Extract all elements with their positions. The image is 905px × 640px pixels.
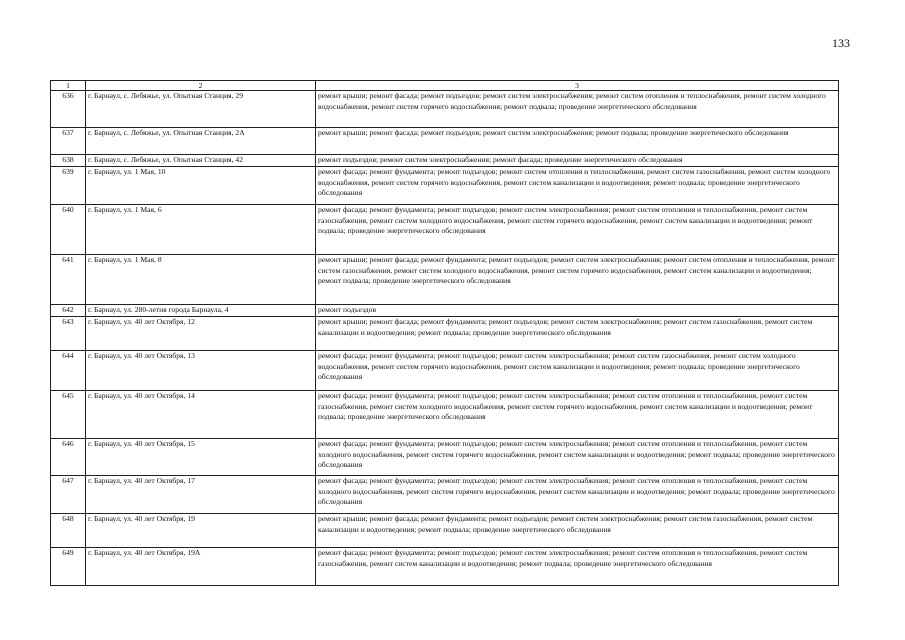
row-works: ремонт фасада; ремонт фундамента; ремонт подъездов; ремонт систем отопления и теплоснабжения, ремонт систем газоснабжения, ремонт систем холодного водоснабжения, ремонт систем горячего водоснабжения, ремонт систем канализации и водоотведения; ремонт подвала; проведение энергетического обследования <box>316 167 839 205</box>
row-address: г. Барнаул, ул. 40 лет Октября, 19А <box>86 548 316 586</box>
page-number: 133 <box>832 36 850 50</box>
row-number: 649 <box>51 548 86 586</box>
row-works: ремонт фасада; ремонт фундамента; ремонт подъездов; ремонт систем электроснабжения; ремонт систем отопления и теплоснабжения, ремонт систем холодного водоснабжения, ремонт систем горячего водоснабжения, ремонт систем канализации и водоотведения; ремонт подвала; проведение энергетического обследования <box>316 439 839 476</box>
table-row <box>51 205 839 255</box>
row-address: г. Барнаул, ул. 40 лет Октября, 19 <box>86 514 316 548</box>
row-address: г. Барнаул, ул. 1 Мая, 10 <box>86 167 316 205</box>
row-number: 643 <box>51 317 86 351</box>
row-address: г. Барнаул, ул. 40 лет Октября, 12 <box>86 317 316 351</box>
row-works: ремонт крыши; ремонт фасада; ремонт фундамента; ремонт подъездов; ремонт систем электроснабжения; ремонт систем отопления и теплоснабжения, ремонт систем газоснабжения, ремонт систем холодного водоснабжения, ремонт систем горячего водоснабжения, ремонт систем канализации и водоотведения; ремонт подвала; проведение энергетического обследования <box>316 255 839 305</box>
table-row <box>51 548 839 586</box>
row-address: г. Барнаул, ул. 1 Мая, 6 <box>86 205 316 255</box>
row-address: г. Барнаул, ул. 40 лет Октября, 13 <box>86 351 316 391</box>
row-number: 640 <box>51 205 86 255</box>
row-works: ремонт крыши; ремонт фасада; ремонт фундамента; ремонт подъездов; ремонт систем электроснабжения; ремонт систем газоснабжения, ремонт систем канализации и водоотведения; ремонт подвала; проведение энергетического обследования <box>316 514 839 548</box>
row-works: ремонт фасада; ремонт фундамента; ремонт подъездов; ремонт систем электроснабжения; ремонт систем отопления и теплоснабжения, ремонт систем газоснабжения, ремонт систем холодного водоснабжения, ремонт систем горячего водоснабжения, ремонт систем канализации и водоотведения; ремонт подвала; проведение энергетического обследования <box>316 205 839 255</box>
row-number: 647 <box>51 476 86 514</box>
row-address: г. Барнаул, ул. 280-летия города Барнаула, 4 <box>86 305 316 317</box>
row-number: 646 <box>51 439 86 476</box>
table-row <box>51 167 839 205</box>
table-row <box>51 351 839 391</box>
column-header-number: 1 <box>51 81 86 91</box>
table-row <box>51 155 839 167</box>
row-number: 642 <box>51 305 86 317</box>
table-row <box>51 514 839 548</box>
row-works: ремонт крыши; ремонт фасада; ремонт фундамента; ремонт подъездов; ремонт систем электроснабжения; ремонт систем газоснабжения, ремонт систем канализации и водоотведения; ремонт подвала; проведение энергетического обследования <box>316 317 839 351</box>
row-works: ремонт фасада; ремонт фундамента; ремонт подъездов; ремонт систем электроснабжения; ремонт систем отопления и теплоснабжения, ремонт систем газоснабжения, ремонт систем холодного водоснабжения, ремонт систем горячего водоснабжения, ремонт систем канализации и водоотведения; ремонт подвала; проведение энергетического обследования <box>316 391 839 439</box>
row-address: г. Барнаул, с. Лебяжье, ул. Опытная Станция, 2А <box>86 128 316 155</box>
table-row <box>51 476 839 514</box>
row-address: г. Барнаул, ул. 40 лет Октября, 14 <box>86 391 316 439</box>
row-number: 637 <box>51 128 86 155</box>
row-number: 636 <box>51 91 86 128</box>
row-number: 644 <box>51 351 86 391</box>
row-address: г. Барнаул, ул. 1 Мая, 8 <box>86 255 316 305</box>
table-row <box>51 91 839 128</box>
row-address: г. Барнаул, ул. 40 лет Октября, 17 <box>86 476 316 514</box>
column-header-address: 2 <box>86 81 316 91</box>
row-works: ремонт фасада; ремонт фундамента; ремонт подъездов; ремонт систем электроснабжения; ремонт систем газоснабжения, ремонт систем холодного водоснабжения, ремонт систем горячего водоснабжения, ремонт систем канализации и водоотведения; ремонт подвала; проведение энергетического обследования <box>316 351 839 391</box>
row-number: 648 <box>51 514 86 548</box>
row-address: г. Барнаул, с. Лебяжье, ул. Опытная Станция, 29 <box>86 91 316 128</box>
repair-table <box>50 80 839 586</box>
row-address: г. Барнаул, с. Лебяжье, ул. Опытная Станция, 42 <box>86 155 316 167</box>
table-header-row <box>51 81 839 91</box>
row-works: ремонт фасада; ремонт фундамента; ремонт подъездов; ремонт систем электроснабжения; ремонт систем отопления и теплоснабжения, ремонт систем газоснабжения, ремонт систем канализации и водоотведения; ремонт подвала; проведение энергетического обследования <box>316 548 839 586</box>
row-works: ремонт фасада; ремонт фундамента; ремонт подъездов; ремонт систем электроснабжения; ремонт систем отопления и теплоснабжения, ремонт систем холодного водоснабжения, ремонт систем горячего водоснабжения, ремонт систем канализации и водоотведения; ремонт подвала; проведение энергетического обследования <box>316 476 839 514</box>
table-row <box>51 391 839 439</box>
row-number: 639 <box>51 167 86 205</box>
row-works: ремонт подъездов; ремонт систем электроснабжения; ремонт фасада; проведение энергетического обследования <box>316 155 839 167</box>
table-row <box>51 305 839 317</box>
row-works: ремонт крыши; ремонт фасада; ремонт подъездов; ремонт систем электроснабжения; ремонт систем отопления и теплоснабжения, ремонт систем холодного водоснабжения, ремонт систем горячего водоснабжения; ремонт подвала; проведение энергетического обследования <box>316 91 839 128</box>
table-row <box>51 439 839 476</box>
row-number: 638 <box>51 155 86 167</box>
table-row <box>51 255 839 305</box>
table-row <box>51 128 839 155</box>
row-works: ремонт подъездов <box>316 305 839 317</box>
row-number: 645 <box>51 391 86 439</box>
row-number: 641 <box>51 255 86 305</box>
row-address: г. Барнаул, ул. 40 лет Октября, 15 <box>86 439 316 476</box>
column-header-works: 3 <box>316 81 839 91</box>
table-row <box>51 317 839 351</box>
row-works: ремонт крыши; ремонт фасада; ремонт подъездов; ремонт систем электроснабжения; ремонт подвала; проведение энергетического обследования <box>316 128 839 155</box>
